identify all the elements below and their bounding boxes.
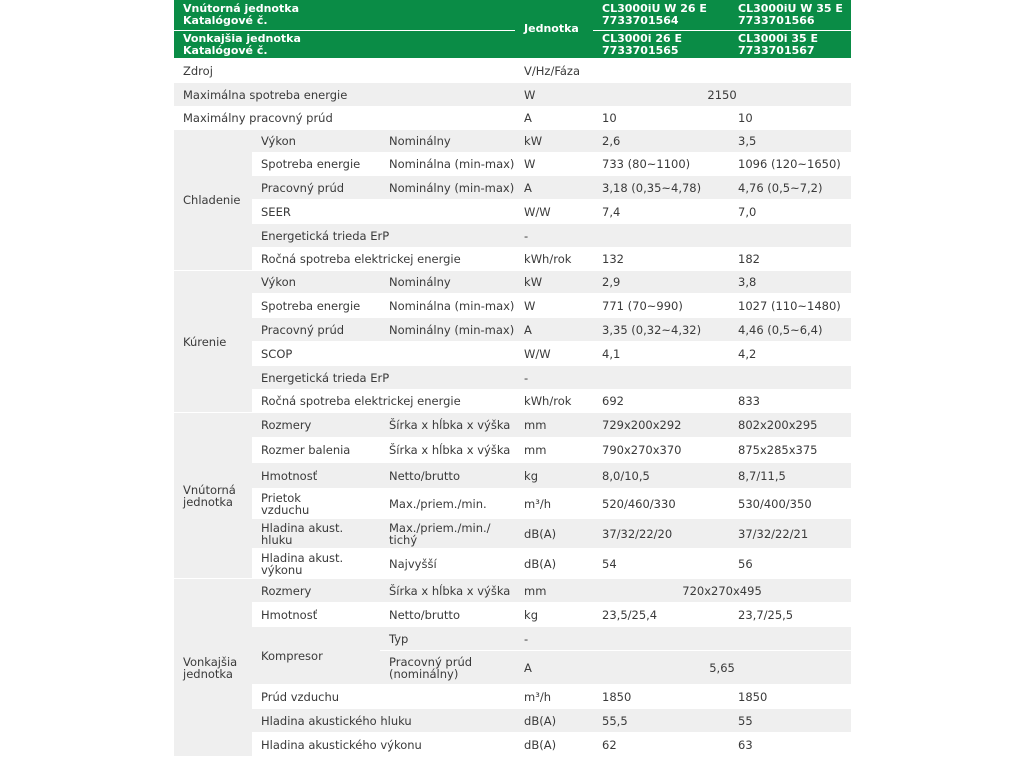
row-param: Rozmery <box>252 413 380 438</box>
row-param: Hmotnosť <box>252 603 380 627</box>
row-param: Prúd vzduchu <box>252 685 515 709</box>
row-cond: Nominálna (min-max) <box>380 153 515 176</box>
row-value-2: 1027 (110~1480) <box>729 294 851 318</box>
row-cond: Max./priem./min. <box>380 489 515 519</box>
row-unit: dB(A) <box>515 519 593 549</box>
row-unit: A <box>515 107 593 130</box>
header-row-outdoor <box>174 31 851 59</box>
row-value-2: 875x285x375 <box>729 438 851 463</box>
table-row <box>174 59 851 83</box>
row-value-2: 802x200x295 <box>729 413 851 438</box>
row-value-1: 8,0/10,5 <box>593 463 729 489</box>
table-row <box>174 153 851 176</box>
row-param: Spotreba energie <box>252 294 380 318</box>
table-row <box>174 438 851 463</box>
table-row <box>174 200 851 224</box>
row-unit: mm <box>515 438 593 463</box>
row-param: Výkon <box>252 271 380 294</box>
row-cond <box>380 59 515 83</box>
table-row <box>174 519 851 549</box>
row-unit: - <box>515 366 593 390</box>
row-unit: V/Hz/Fáza <box>515 59 593 83</box>
row-cond <box>380 107 515 130</box>
row-value-2: 1096 (120~1650) <box>729 153 851 176</box>
row-value-1: 3,35 (0,32~4,32) <box>593 318 729 342</box>
row-cond: Typ <box>380 627 515 651</box>
row-param: Hmotnosť <box>252 463 380 489</box>
row-param: Spotreba energie <box>252 153 380 176</box>
row-param-text: Hladina akust. hluku <box>261 520 344 547</box>
row-value-1: 733 (80~1100) <box>593 153 729 176</box>
model-2-indoor-name: CL3000iU W 35 E <box>738 2 843 15</box>
row-unit: dB(A) <box>515 549 593 579</box>
model-2-indoor <box>729 0 851 31</box>
row-value-2: 4,76 (0,5~7,2) <box>729 176 851 200</box>
row-value-1: 7,4 <box>593 200 729 224</box>
catalog-label-2: Katalógové č. <box>183 43 268 57</box>
row-label: Zdroj <box>174 59 380 83</box>
row-unit: W/W <box>515 342 593 366</box>
model-2-outdoor <box>729 31 851 59</box>
row-value-2: 63 <box>729 733 851 757</box>
row-value-2: 8,7/11,5 <box>729 463 851 489</box>
row-cond <box>380 519 515 549</box>
row-param <box>252 549 380 579</box>
row-cond: Netto/brutto <box>380 463 515 489</box>
outdoor-unit-label: Vonkajšia jednotka <box>183 31 301 45</box>
row-unit: kg <box>515 603 593 627</box>
table-row <box>174 318 851 342</box>
row-param: Výkon <box>252 130 380 153</box>
row-cond: Šírka x hĺbka x výška <box>380 413 515 438</box>
model-1-indoor-name: CL3000iU W 26 E <box>602 2 707 15</box>
row-value-2: 530/400/350 <box>729 489 851 519</box>
row-value-1: 1850 <box>593 685 729 709</box>
row-value-1: 37/32/22/20 <box>593 519 729 549</box>
row-value-2: 55 <box>729 709 851 733</box>
table-row <box>174 579 851 603</box>
unit-column-header: Jednotka <box>515 0 593 59</box>
row-value: 5,65 <box>593 651 851 685</box>
row-value-2: 10 <box>729 107 851 130</box>
table-row <box>174 489 851 519</box>
model-2-indoor-code: 7733701566 <box>738 14 815 27</box>
row-cond <box>380 83 515 107</box>
row-unit: A <box>515 651 593 685</box>
table-row <box>174 549 851 579</box>
catalog-label: Katalógové č. <box>183 14 268 27</box>
row-value-1: 729x200x292 <box>593 413 729 438</box>
row-param: Ročná spotreba elektrickej energie <box>252 248 515 271</box>
table-row <box>174 271 851 294</box>
row-value-1: 2,9 <box>593 271 729 294</box>
row-value-2: 4,2 <box>729 342 851 366</box>
section-indoor <box>174 413 252 579</box>
row-unit: kWh/rok <box>515 248 593 271</box>
row-cond: Najvyšší <box>380 549 515 579</box>
row-unit: W <box>515 153 593 176</box>
model-2-outdoor-code: 7733701567 <box>738 43 815 57</box>
row-value <box>593 627 851 651</box>
table-row <box>174 107 851 130</box>
model-1-outdoor <box>593 31 729 59</box>
model-1-indoor-code: 7733701564 <box>602 14 679 27</box>
row-param <box>252 519 380 549</box>
row-unit: m³/h <box>515 489 593 519</box>
row-value-2: 182 <box>729 248 851 271</box>
row-cond: Nominálny <box>380 271 515 294</box>
model-1-indoor <box>593 0 729 31</box>
row-value-2: 833 <box>729 390 851 413</box>
row-param: Hladina akustického výkonu <box>252 733 515 757</box>
row-cond: Šírka x hĺbka x výška <box>380 438 515 463</box>
table-row <box>174 413 851 438</box>
row-value: 720x270x495 <box>593 579 851 603</box>
row-unit: A <box>515 318 593 342</box>
table-row <box>174 366 851 390</box>
row-param: Energetická trieda ErP <box>252 366 515 390</box>
table-row <box>174 224 851 248</box>
row-cond: Nominálny (min-max) <box>380 318 515 342</box>
row-value-1: 520/460/330 <box>593 489 729 519</box>
header-row-indoor <box>174 0 851 31</box>
table-row <box>174 294 851 318</box>
row-cond: Netto/brutto <box>380 603 515 627</box>
row-value-1: 4,1 <box>593 342 729 366</box>
row-value-1: 771 (70~990) <box>593 294 729 318</box>
table-row <box>174 83 851 107</box>
row-value-1: 790x270x370 <box>593 438 729 463</box>
row-param-text: Prietok vzduchu <box>261 490 310 517</box>
row-unit: mm <box>515 579 593 603</box>
row-param: Pracovný prúd <box>252 176 380 200</box>
model-1-outdoor-code: 7733701565 <box>602 43 679 57</box>
row-unit: m³/h <box>515 685 593 709</box>
row-value-2: 3,8 <box>729 271 851 294</box>
row-unit: A <box>515 176 593 200</box>
row-value-2: 56 <box>729 549 851 579</box>
row-value: 2150 <box>593 83 851 107</box>
row-value-2: 7,0 <box>729 200 851 224</box>
table-row <box>174 733 851 757</box>
indoor-unit-label: Vnútorná jednotka <box>183 2 299 15</box>
row-param: Rozmer balenia <box>252 438 380 463</box>
table-row <box>174 685 851 709</box>
row-cond: Nominálna (min-max) <box>380 294 515 318</box>
row-unit: W <box>515 294 593 318</box>
table-row <box>174 342 851 366</box>
model-2-outdoor-name: CL3000i 35 E <box>738 31 818 45</box>
row-param: Rozmery <box>252 579 380 603</box>
row-value <box>593 224 851 248</box>
row-value-1: 132 <box>593 248 729 271</box>
section-indoor-label: Vnútorná jednotka <box>183 482 236 509</box>
row-value-1: 54 <box>593 549 729 579</box>
row-param: SEER <box>252 200 515 224</box>
model-1-outdoor-name: CL3000i 26 E <box>602 31 682 45</box>
row-value-1: 62 <box>593 733 729 757</box>
row-cond <box>380 651 515 685</box>
row-cond: Nominálny (min-max) <box>380 176 515 200</box>
table-row <box>174 130 851 153</box>
row-value-2: 4,46 (0,5~6,4) <box>729 318 851 342</box>
row-unit: mm <box>515 413 593 438</box>
row-value-1: 55,5 <box>593 709 729 733</box>
row-value-2: 3,5 <box>729 130 851 153</box>
section-cooling: Chladenie <box>174 130 252 271</box>
row-unit: kW <box>515 130 593 153</box>
row-value-1: 3,18 (0,35~4,78) <box>593 176 729 200</box>
row-param: SCOP <box>252 342 515 366</box>
header-indoor-cell <box>174 0 515 31</box>
section-outdoor-label: Vonkajšia jednotka <box>183 654 238 681</box>
table-row <box>174 176 851 200</box>
row-value <box>593 59 851 83</box>
row-param: Hladina akustického hluku <box>252 709 515 733</box>
section-heating: Kúrenie <box>174 271 252 413</box>
header-outdoor-cell <box>174 31 515 59</box>
row-cond: Šírka x hĺbka x výška <box>380 579 515 603</box>
table-row <box>174 463 851 489</box>
table-row <box>174 603 851 627</box>
table-row <box>174 709 851 733</box>
row-unit: - <box>515 224 593 248</box>
row-param: Pracovný prúd <box>252 318 380 342</box>
row-unit: kg <box>515 463 593 489</box>
spec-table <box>174 0 851 757</box>
row-param: Kompresor <box>252 627 380 685</box>
row-unit: dB(A) <box>515 709 593 733</box>
row-value-1: 10 <box>593 107 729 130</box>
row-value <box>593 366 851 390</box>
row-value-1: 2,6 <box>593 130 729 153</box>
row-label: Maximálna spotreba energie <box>174 83 380 107</box>
section-outdoor <box>174 579 252 757</box>
table-row <box>174 627 851 651</box>
row-unit: kW <box>515 271 593 294</box>
row-param: Energetická trieda ErP <box>252 224 515 248</box>
row-param: Ročná spotreba elektrickej energie <box>252 390 515 413</box>
table-row <box>174 248 851 271</box>
table-row <box>174 390 851 413</box>
row-value-2: 1850 <box>729 685 851 709</box>
row-cond-text: Max./priem./min./ tichý <box>389 520 491 547</box>
row-unit: W/W <box>515 200 593 224</box>
row-param <box>252 489 380 519</box>
row-unit: - <box>515 627 593 651</box>
row-cond: Nominálny <box>380 130 515 153</box>
row-param-text: Hladina akust. výkonu <box>261 550 344 577</box>
row-value-1: 692 <box>593 390 729 413</box>
row-unit: kWh/rok <box>515 390 593 413</box>
row-value-2: 37/32/22/21 <box>729 519 851 549</box>
row-unit: W <box>515 83 593 107</box>
row-label: Maximálny pracovný prúd <box>174 107 380 130</box>
row-value-1: 23,5/25,4 <box>593 603 729 627</box>
row-cond-text: Pracovný prúd (nominálny) <box>389 654 473 681</box>
row-unit: dB(A) <box>515 733 593 757</box>
row-value-2: 23,7/25,5 <box>729 603 851 627</box>
